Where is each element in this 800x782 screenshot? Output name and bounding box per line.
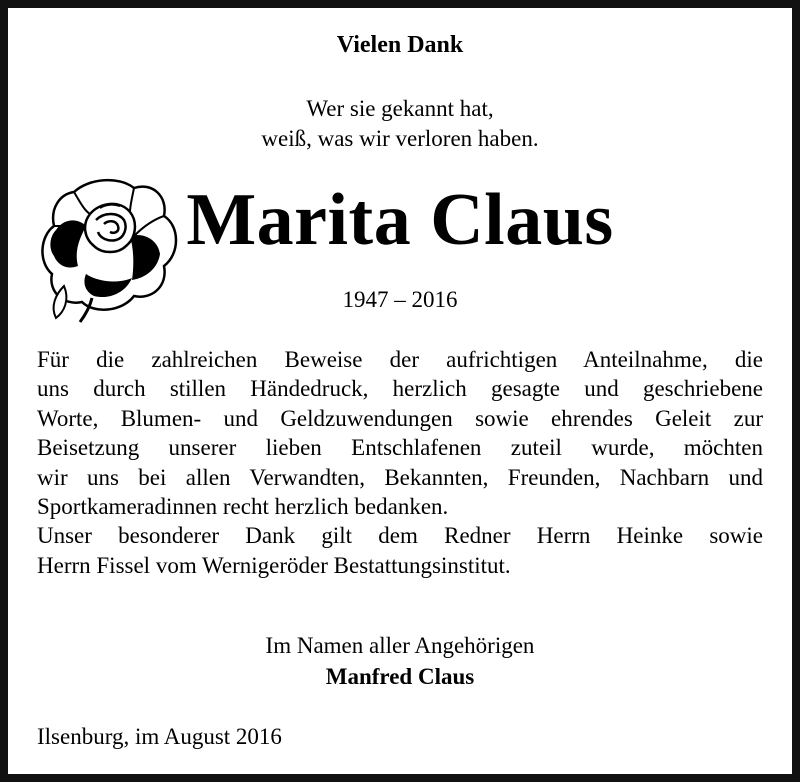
signature-name: Manfred Claus [325, 664, 475, 689]
paragraph-2 [37, 521, 763, 580]
heading: Vielen Dank [336, 32, 464, 58]
text-line: Worte, Blumen- und Geldzuwendungen sowie ehrendes Geleit zur [37, 405, 763, 431]
quote-line-2: weiß, was wir verloren haben. [261, 126, 539, 151]
thank-you-text [37, 345, 763, 580]
text-line: Sportkameradinnen recht herzlich bedanken. [37, 494, 449, 520]
quote [8, 94, 792, 154]
text-line: Für die zahlreichen Beweise der aufrichtigen Anteilnahme, die [37, 347, 763, 372]
paragraph-1 [37, 345, 763, 521]
text-line: Herrn Fissel vom Wernigeröder Bestattungsinstitut. [37, 552, 511, 578]
text-line: wir uns bei allen Verwandten, Bekannten, Freunden, Nachbarn und [37, 464, 763, 490]
life-years: 1947 – 2016 [342, 287, 458, 312]
text-line: Unser besonderer Dank gilt dem Redner Herrn Heinke sowie [37, 523, 763, 549]
signature [8, 630, 792, 692]
deceased-name: Marita Claus [186, 179, 614, 261]
quote-line-1: Wer sie gekannt hat, [306, 96, 494, 121]
text-line: uns durch stillen Händedruck, herzlich gesagte und geschriebene [37, 376, 763, 402]
signature-intro: Im Namen aller Angehörigen [265, 633, 535, 658]
text-line: Beisetzung unserer lieben Entschlafenen zuteil wurde, möchten [37, 435, 763, 461]
place-date: Ilsenburg, im August 2016 [37, 724, 282, 749]
